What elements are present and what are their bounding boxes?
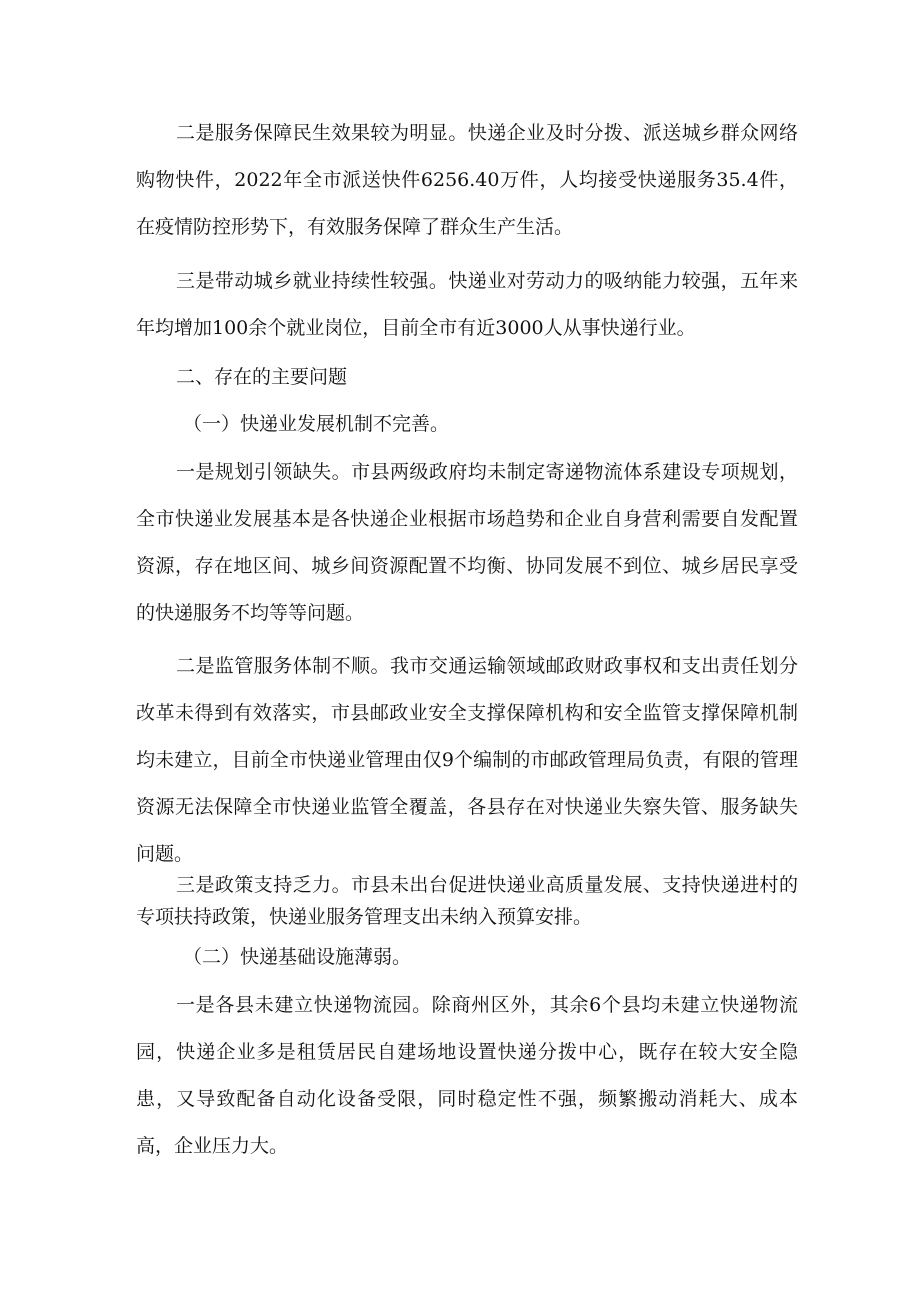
subsection-heading-infrastructure: （二）快递基础设施薄弱。 <box>183 946 412 968</box>
paragraph-planning-lacking: 一是规划引领缺失。市县两级政府均未制定寄递物流体系建设专项规划，全市快递业发展基本是各快递企业根据市场趋势和企业自身营利需要自发配置资源，存在地区间、城乡间资源配置不均衡、协同发展不到位、城乡居民享受的快递服务不均等等问题。 <box>136 461 798 624</box>
subsection-heading-mechanism: （一）快递业发展机制不完善。 <box>183 413 450 435</box>
paragraph-logistics-park: 一是各县未建立快递物流园。除商州区外，其余6个县均未建立快递物流园，快递企业多是租赁居民自建场地设置快递分拨中心，既存在较大安全隐患，又导致配备自动化设备受限，同时稳定性不强，频繁搬动消耗大、成本高，企业压力大。 <box>136 994 798 1157</box>
section-heading-main-problems: 二、存在的主要问题 <box>176 366 348 388</box>
paragraph-delivery-service-livelihood: 二是服务保障民生效果较为明显。快递企业及时分拨、派送城乡群众网络购物快件，2022年全市派送快件6256.40万件，人均接受快递服务35.4件，在疫情防控形势下，有效服务保障了群众生产生活。 <box>136 122 798 238</box>
paragraph-supervision-system: 二是监管服务体制不顺。我市交通运输领域邮政财政事权和支出责任划分改革未得到有效落实，市县邮政业安全支撑保障机构和安全监管支撑保障机制均未建立，目前全市快递业管理由仅9个编制的市邮政管理局负责，有限的管理资源无法保障全市快递业监管全覆盖，各县存在对快递业失察失管、服务缺失问题。 <box>136 655 798 865</box>
paragraph-policy-support: 三是政策支持乏力。市县未出台促进快递业高质量发展、支持快递进村的专项扶持政策，快递业服务管理支出未纳入预算安排。 <box>136 874 798 928</box>
paragraph-employment: 三是带动城乡就业持续性较强。快递业对劳动力的吸纳能力较强，五年来年均增加100余个就业岗位，目前全市有近3000人从事快递行业。 <box>136 270 798 339</box>
